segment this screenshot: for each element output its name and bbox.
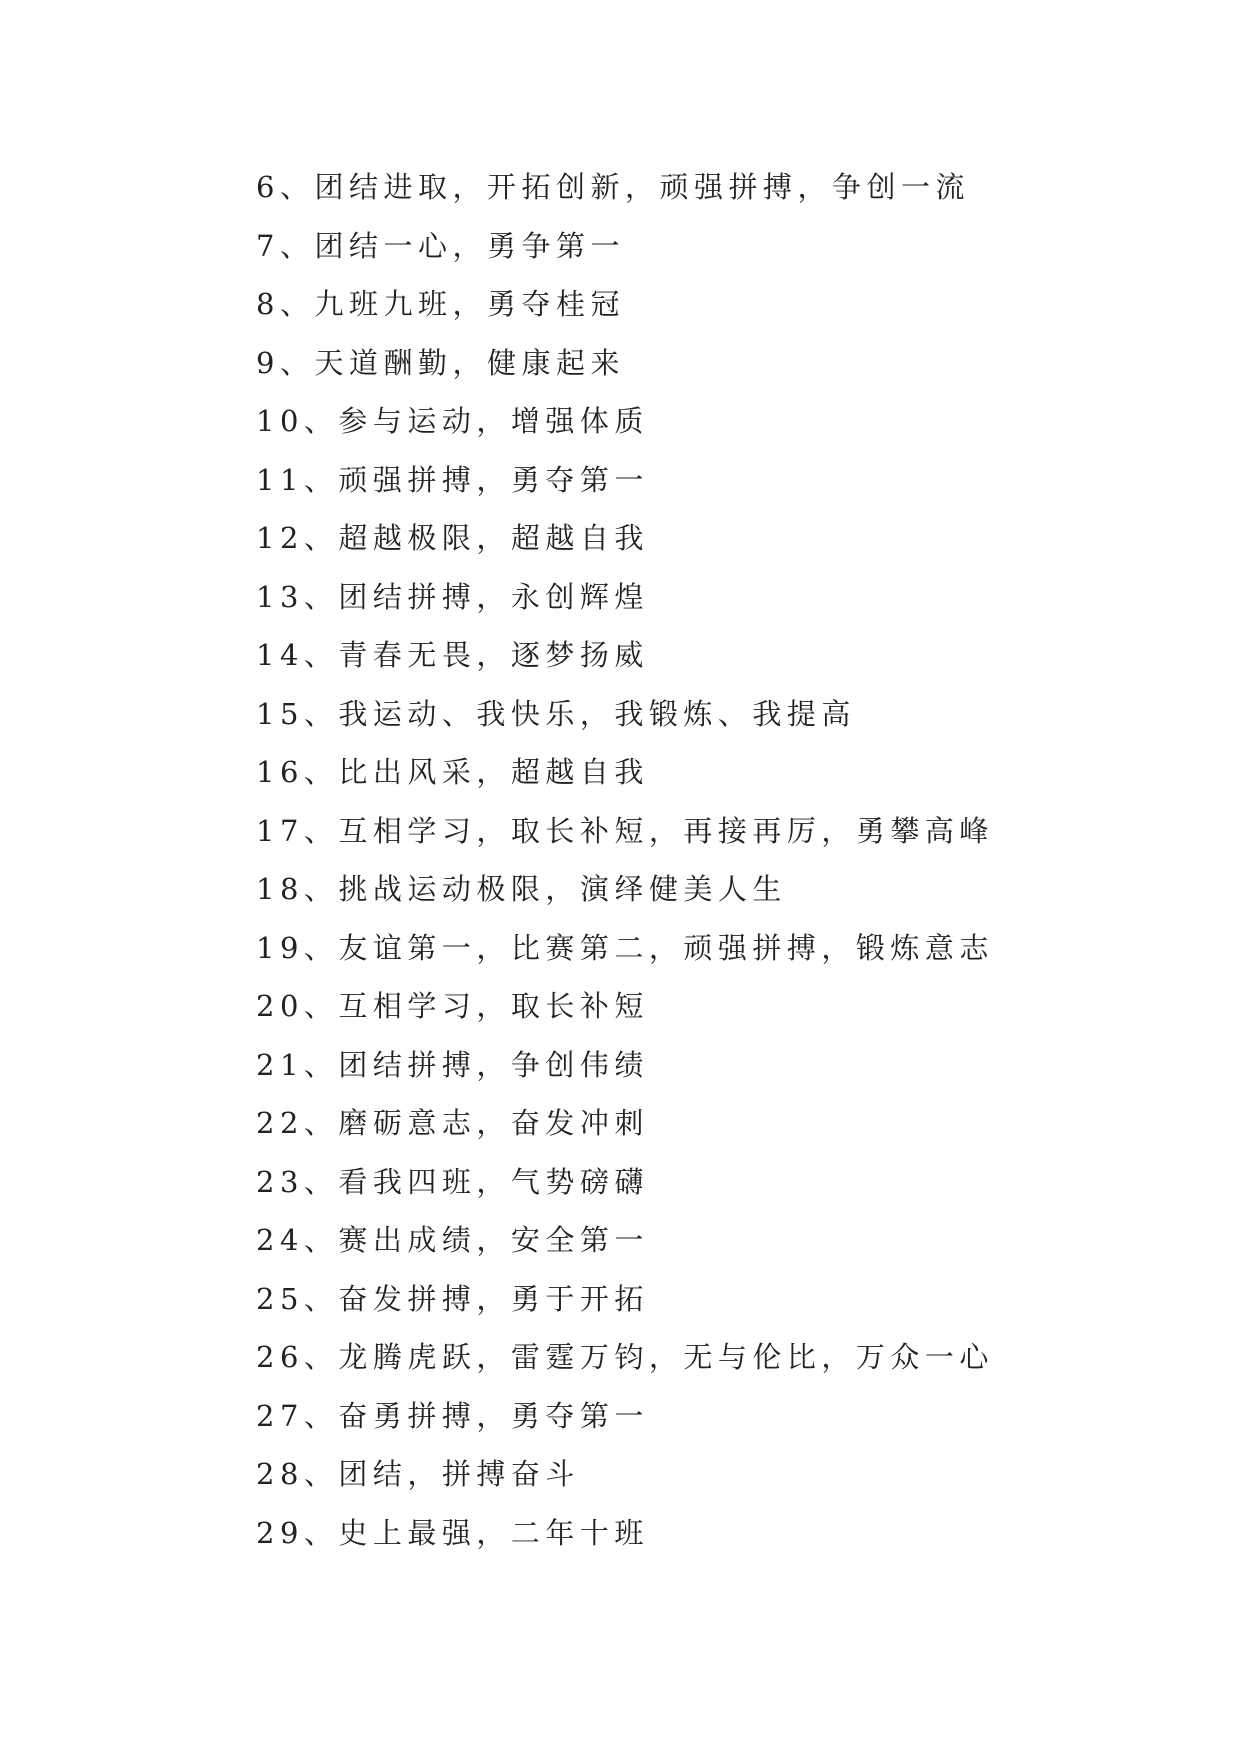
- slogan-line: 18、挑战运动极限，演绎健美人生: [256, 872, 787, 906]
- slogan-line: 28、团结，拼搏奋斗: [256, 1457, 580, 1491]
- slogan-line: 6、团结进取，开拓创新，顽强拼搏，争创一流: [256, 170, 970, 204]
- slogan-list: [256, 158, 1156, 1562]
- slogan-line: 19、友谊第一，比赛第二，顽强拼搏，锻炼意志: [256, 930, 994, 965]
- slogan-line: 25、奋发拼搏，勇于开拓: [256, 1281, 649, 1316]
- slogan-line: 13、团结拼搏，永创辉煌: [256, 579, 649, 614]
- slogan-line: 7、团结一心，勇争第一: [256, 228, 625, 263]
- slogan-line: 14、青春无畏，逐梦扬威: [256, 638, 649, 672]
- slogan-line: 10、参与运动，增强体质: [256, 404, 649, 438]
- slogan-line: 26、龙腾虎跃，雷霆万钧，无与伦比，万众一心: [256, 1340, 994, 1374]
- slogan-line: 22、磨砺意志，奋发冲刺: [256, 1106, 649, 1140]
- slogan-line: 8、九班九班，勇夺桂冠: [256, 287, 625, 321]
- slogan-line: 16、比出风采，超越自我: [256, 755, 649, 789]
- slogan-line: 11、顽强拼搏，勇夺第一: [256, 462, 649, 497]
- slogan-line: 12、超越极限，超越自我: [256, 521, 649, 555]
- slogan-line: 24、赛出成绩，安全第一: [256, 1223, 649, 1257]
- slogan-line: 21、团结拼搏，争创伟绩: [256, 1047, 649, 1082]
- slogan-line: 20、互相学习，取长补短: [256, 989, 649, 1023]
- slogan-line: 17、互相学习，取长补短，再接再厉，勇攀高峰: [256, 813, 994, 848]
- slogan-line: 23、看我四班，气势磅礴: [256, 1164, 649, 1199]
- slogan-line: 9、天道酬勤，健康起来: [256, 345, 625, 380]
- slogan-line: 15、我运动、我快乐，我锻炼、我提高: [256, 696, 856, 731]
- slogan-line: 29、史上最强，二年十班: [256, 1515, 649, 1550]
- slogan-line: 27、奋勇拼搏，勇夺第一: [256, 1398, 649, 1433]
